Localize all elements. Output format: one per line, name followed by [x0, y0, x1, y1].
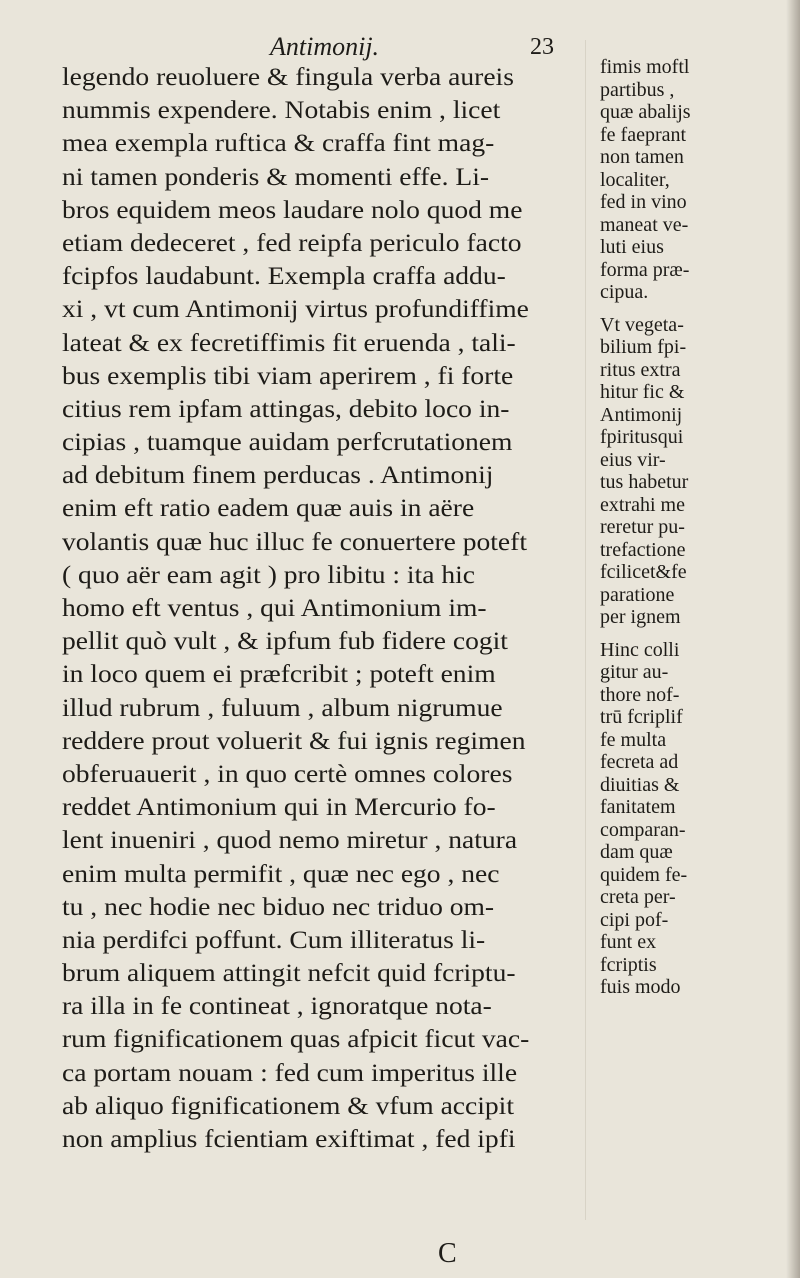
margin-note-line: Vt vegeta- — [600, 313, 684, 336]
margin-note — [600, 314, 798, 629]
margin-note-line: reretur pu- — [600, 516, 685, 538]
margin-note-line: fpiritusqui — [600, 426, 684, 448]
margin-note-line: non tamen — [600, 146, 684, 168]
margin-note-line: luti eius — [600, 236, 664, 258]
margin-note-line: creta per- — [600, 886, 676, 908]
text-line: rum fignificationem quas afpicit ficut vac- — [62, 1024, 530, 1054]
margin-note-gap — [600, 629, 798, 639]
margin-note-line: ritus extra — [600, 358, 681, 381]
margin-note-line: fe faeprant — [600, 123, 687, 146]
margin-note-line: Antimonij — [600, 403, 683, 426]
margin-note-line: gitur au- — [600, 661, 669, 683]
margin-note-line: tus habetur — [600, 471, 689, 493]
text-line: pellit quò vult , & ipfum fub fidere cogit — [62, 626, 508, 656]
margin-note-line: fuis modo — [600, 976, 681, 998]
text-line: nummis expendere. Notabis enim , licet — [62, 95, 501, 125]
margin-note-line: diuitias & — [600, 773, 680, 796]
text-line: bus exemplis tibi viam aperirem , fi forte — [62, 360, 514, 390]
text-line: illud rubrum , fuluum , album nigrumue — [62, 692, 503, 722]
text-line: in loco quem ei præfcribit ; poteft enim — [62, 659, 496, 689]
margin-note-gap — [600, 304, 798, 314]
margin-note-line: quidem fe- — [600, 863, 688, 886]
text-line: tu , nec hodie nec biduo nec triduo om- — [62, 891, 495, 921]
page-edge-shadow — [786, 0, 800, 1278]
margin-note-line: trū fcriplif — [600, 706, 683, 728]
text-line: obferuauerit , in quo certè omnes colores — [62, 758, 513, 788]
margin-note-line: partibus , — [600, 78, 675, 101]
margin-note-line: cipua. — [600, 281, 649, 303]
margin-note-line: comparan- — [600, 818, 686, 841]
gutter — [585, 40, 586, 1220]
margin-note — [600, 639, 798, 999]
text-line: enim multa permifit , quæ nec ego , nec — [62, 858, 500, 888]
text-line: reddere prout voluerit & fui ignis regimen — [62, 725, 526, 755]
text-line: homo eft ventus , qui Antimonium im- — [62, 593, 487, 622]
margin-note-line: paratione — [600, 583, 675, 606]
margin-note-line: maneat ve- — [600, 213, 689, 236]
text-line: brum aliquem attingit nefcit quid fcriptu- — [62, 958, 516, 988]
text-line: volantis quæ huc illuc fe conuertere poteft — [62, 526, 527, 556]
text-line: ab aliquo fignificationem & vfum accipit — [62, 1090, 514, 1120]
text-line: non amplius fcientiam exiftimat , fed ipfi — [62, 1124, 516, 1153]
text-line: xi , vt cum Antimonij virtus profundiffime — [62, 294, 529, 324]
page-number: 23 — [530, 34, 554, 60]
text-line: etiam dedeceret , fed reipfa periculo facto — [62, 227, 522, 257]
text-line: cipias , tuamque auidam perfcrutationem — [62, 427, 513, 457]
margin-note-line: bilium fpi- — [600, 336, 687, 358]
margin-note-line: fcriptis — [600, 953, 657, 976]
margin-note-line: per ignem — [600, 606, 681, 628]
margin-note-line: thore nof- — [600, 683, 680, 706]
text-line: reddet Antimonium qui in Mercurio fo- — [62, 792, 496, 822]
text-line: ni tamen ponderis & momenti effe. Li- — [62, 161, 490, 191]
text-line: lent inueniri , quod nemo miretur , natura — [62, 825, 518, 855]
text-line: legendo reuoluere & fingula verba aureis — [62, 62, 514, 91]
margin-note-line: fecreta ad — [600, 751, 679, 773]
main-text-column — [62, 60, 572, 1155]
signature-mark: C — [438, 1238, 457, 1269]
text-line: ca portam nouam : fed cum imperitus ille — [62, 1057, 518, 1087]
text-line: citius rem ipfam attingas, debito loco in- — [62, 393, 510, 423]
margin-note-line: quæ abalijs — [600, 101, 691, 123]
margin-note-line: extrahi me — [600, 493, 685, 516]
running-title: Antimonij. — [270, 32, 380, 61]
margin-note-line: trefactione — [600, 538, 686, 561]
margin-note-line: fcilicet&fe — [600, 561, 687, 583]
margin-note-line: hitur fic & — [600, 381, 685, 403]
margin-note-line: forma præ- — [600, 258, 690, 281]
text-line: bros equidem meos laudare nolo quod me — [62, 194, 523, 224]
margin-note-line: cipi pof- — [600, 908, 669, 931]
margin-note-line: eius vir- — [600, 448, 666, 471]
running-head — [60, 30, 580, 64]
margin-note-line: fanitatem — [600, 796, 676, 818]
margin-note-line: fe multa — [600, 728, 667, 751]
text-line: mea exempla ruftica & craffa fint mag- — [62, 128, 495, 158]
text-line: fcipfos laudabunt. Exempla craffa addu- — [62, 261, 506, 291]
margin-note-line: Hinc colli — [600, 638, 680, 661]
margin-note-line: localiter, — [600, 168, 670, 191]
margin-note-line: fimis moftl — [600, 56, 690, 78]
text-line: ( quo aër eam agit ) pro libitu : ita hic — [62, 559, 475, 589]
text-line: enim eft ratio eadem quæ auis in aëre — [62, 493, 475, 523]
marginal-notes-column — [600, 56, 798, 999]
text-line: nia perdifci poffunt. Cum illiteratus li- — [62, 924, 486, 954]
margin-note-line: funt ex — [600, 931, 657, 953]
margin-note-line: fed in vino — [600, 191, 687, 213]
text-line: lateat & ex fecretiffimis fit eruenda , tali- — [62, 327, 516, 357]
text-line: ra illa in fe contineat , ignoratque nota- — [62, 991, 492, 1021]
margin-note — [600, 56, 798, 304]
margin-note-line: dam quæ — [600, 841, 673, 863]
text-line: ad debitum finem perducas . Antimonij — [62, 460, 494, 490]
